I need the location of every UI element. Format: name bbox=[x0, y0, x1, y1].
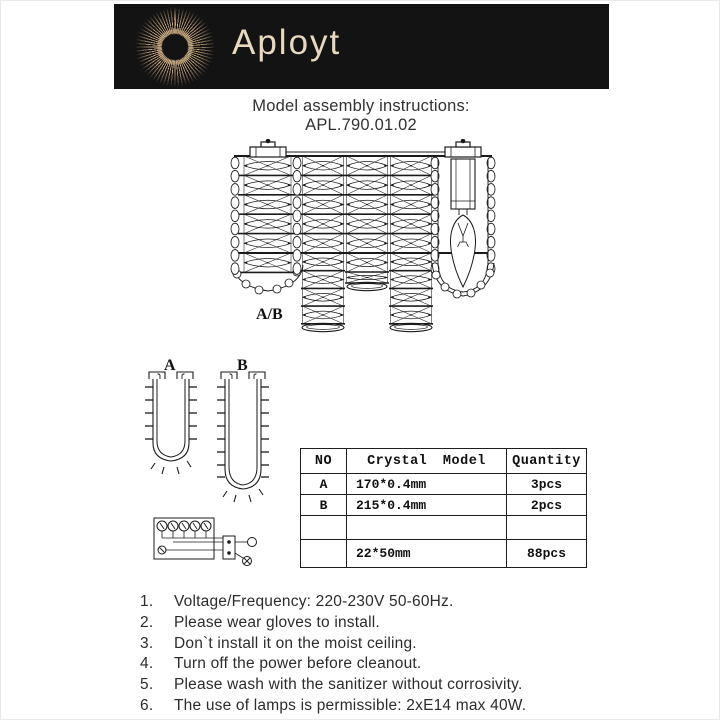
header-quantity: Quantity bbox=[507, 449, 587, 474]
cell-qty: 3pcs bbox=[507, 474, 587, 495]
instruction-item bbox=[140, 592, 610, 613]
instruction-number: 2. bbox=[140, 613, 154, 631]
instruction-text: Don`t install it on the moist ceiling. bbox=[174, 634, 417, 652]
instruction-number: 5. bbox=[140, 676, 154, 694]
brand-banner bbox=[114, 4, 609, 89]
instruction-item bbox=[140, 634, 610, 655]
instruction-number: 1. bbox=[140, 593, 154, 610]
instructions-list bbox=[140, 592, 610, 717]
cell-no bbox=[301, 516, 347, 540]
instruction-text: Turn off the power before cleanout. bbox=[174, 655, 422, 673]
diagram-ab-label: A/B bbox=[256, 306, 283, 323]
page-title bbox=[1, 97, 720, 134]
part-a-label: A bbox=[164, 357, 176, 374]
model-number: APL.790.01.02 bbox=[305, 115, 417, 134]
cell-qty: 2pcs bbox=[507, 495, 587, 516]
instruction-number: 3. bbox=[140, 634, 154, 652]
table-header-row bbox=[301, 449, 587, 474]
instruction-number: 4. bbox=[140, 655, 154, 673]
table-row bbox=[301, 495, 587, 516]
instruction-number: 6. bbox=[140, 696, 154, 714]
crystal-strands-diagram bbox=[141, 351, 311, 511]
table-row bbox=[301, 474, 587, 495]
table-row bbox=[301, 516, 587, 540]
instruction-item bbox=[140, 613, 610, 634]
instruction-text: The use of lamps is permissible: 2xE14 max 40W. bbox=[174, 696, 527, 714]
lamp-assembly-diagram bbox=[226, 139, 496, 337]
cell-model: 170*0.4mm bbox=[347, 474, 507, 495]
cell-model: 22*50mm bbox=[347, 540, 507, 568]
part-b-label: B bbox=[237, 357, 248, 374]
instruction-text: Voltage/Frequency: 220-230V 50-60Hz. bbox=[174, 593, 454, 610]
instruction-text: Please wash with the sanitizer without corrosivity. bbox=[174, 676, 523, 694]
wiring-diagram bbox=[149, 511, 264, 573]
table-row bbox=[301, 540, 587, 568]
brand-wordmark: Aployt bbox=[232, 23, 342, 62]
cell-model: 215*0.4mm bbox=[347, 495, 507, 516]
title-line: Model assembly instructions: bbox=[252, 97, 470, 115]
cell-no: B bbox=[301, 495, 347, 516]
header-no: NO bbox=[301, 449, 347, 474]
cell-no: A bbox=[301, 474, 347, 495]
parts-table bbox=[300, 448, 587, 568]
corner-rays-icon bbox=[399, 4, 609, 89]
instruction-item bbox=[140, 696, 610, 717]
cell-model bbox=[347, 516, 507, 540]
instruction-text: Please wear gloves to install. bbox=[174, 613, 380, 631]
header-crystal-model: Crystal Model bbox=[347, 449, 507, 474]
instruction-item bbox=[140, 675, 610, 696]
cell-qty bbox=[507, 516, 587, 540]
instruction-item bbox=[140, 654, 610, 675]
cell-no bbox=[301, 540, 347, 568]
cell-qty: 88pcs bbox=[507, 540, 587, 568]
starburst-logo-icon bbox=[134, 6, 216, 88]
